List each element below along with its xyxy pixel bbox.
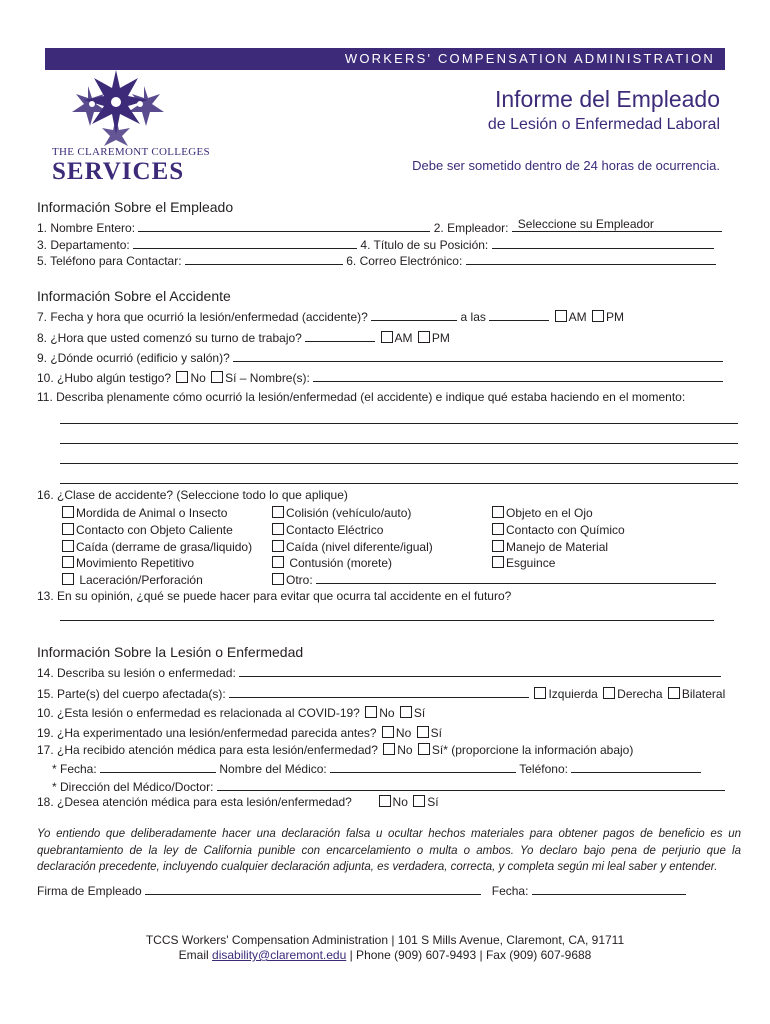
row-q19: 19. ¿Ha experimentado una lesión/enfermedad parecida antes? No Sí: [37, 726, 442, 740]
type-checkbox[interactable]: [272, 573, 284, 585]
type-checkbox[interactable]: [272, 506, 284, 518]
witness-yes-checkbox[interactable]: [211, 371, 223, 383]
type-option[interactable]: Mordida de Animal o Insecto: [60, 505, 252, 522]
header-banner: WORKERS' COMPENSATION ADMINISTRATION: [45, 48, 725, 70]
shift-pm-checkbox[interactable]: [418, 331, 430, 343]
shift-start-field[interactable]: [305, 330, 375, 342]
description-line-2[interactable]: [60, 443, 738, 444]
accident-time-field[interactable]: [489, 309, 549, 321]
row-q1-q2: 1. Nombre Entero: 2. Empleador: Seleccione su Empleador: [37, 220, 722, 235]
row-address: * Dirección del Médico/Doctor:: [52, 779, 725, 794]
signature-field[interactable]: [145, 883, 481, 895]
witness-names-field[interactable]: [313, 370, 723, 382]
type-checkbox[interactable]: [62, 573, 74, 585]
signature-row: Firma de Empleado Fecha:: [37, 883, 686, 898]
row-q14: 14. Describa su lesión o enfermedad:: [37, 665, 721, 680]
type-checkbox[interactable]: [62, 540, 74, 552]
care-date-field[interactable]: [100, 761, 216, 773]
email-field[interactable]: [466, 253, 716, 265]
position-title-field[interactable]: [492, 237, 714, 249]
care-no-checkbox[interactable]: [383, 743, 395, 755]
type-checkbox[interactable]: [492, 556, 504, 568]
type-checkbox[interactable]: [272, 556, 284, 568]
covid-no-checkbox[interactable]: [365, 706, 377, 718]
prior-no-checkbox[interactable]: [382, 726, 394, 738]
row-q8: 8. ¿Hora que usted comenzó su turno de trabajo? AM PM: [37, 331, 450, 345]
type-option[interactable]: Otro:: [270, 572, 716, 589]
claremont-logo-icon: [68, 68, 164, 146]
left-checkbox[interactable]: [534, 687, 546, 699]
logo-line2: SERVICES: [52, 158, 185, 185]
type-checkbox[interactable]: [62, 523, 74, 535]
injury-description-field[interactable]: [239, 665, 721, 677]
description-line-1[interactable]: [60, 423, 738, 424]
employer-select[interactable]: Seleccione su Empleador: [512, 220, 722, 232]
type-option[interactable]: Contacto Eléctrico: [270, 522, 716, 539]
accident-types-col3: [490, 505, 625, 572]
page-title: Informe del Empleado: [494, 86, 720, 112]
bilateral-checkbox[interactable]: [668, 687, 680, 699]
employee-section-heading: Información Sobre el Empleado: [37, 199, 234, 215]
doctor-phone-field[interactable]: [571, 761, 701, 773]
q11-label: 11. Describa plenamente cómo ocurrió la lesión/enfermedad (el accidente) e indique qué estaba haciendo en el momento:: [37, 390, 686, 404]
type-checkbox[interactable]: [272, 540, 284, 552]
phone-field[interactable]: [185, 253, 343, 265]
type-checkbox[interactable]: [492, 506, 504, 518]
footer-address: TCCS Workers' Compensation Administration | 101 S Mills Avenue, Claremont, CA, 91711: [145, 933, 625, 947]
want-care-yes-checkbox[interactable]: [413, 795, 425, 807]
other-type-field[interactable]: [316, 572, 716, 584]
q16-label: 16. ¿Clase de accidente? (Seleccione todo lo que aplique): [37, 488, 348, 502]
row-doctor: * Fecha: Nombre del Médico: Teléfono:: [52, 761, 701, 776]
right-checkbox[interactable]: [603, 687, 615, 699]
row-q15: 15. Parte(s) del cuerpo afectada(s): Izquierda Derecha Bilateral: [37, 687, 726, 701]
logo-line1: THE CLAREMONT COLLEGES: [52, 146, 210, 158]
type-option[interactable]: Caída (derrame de grasa/liquido): [60, 539, 252, 556]
page-subtitle: de Lesión o Enfermedad Laboral: [487, 116, 720, 133]
accident-date-field[interactable]: [371, 309, 457, 321]
type-option[interactable]: Manejo de Material: [490, 539, 625, 556]
footer-contact: Email disability@claremont.edu | Phone (909) 607-9493 | Fax (909) 607-9688: [178, 948, 592, 962]
covid-yes-checkbox[interactable]: [400, 706, 412, 718]
location-field[interactable]: [233, 350, 723, 362]
prevention-line[interactable]: [60, 620, 714, 621]
type-checkbox[interactable]: [492, 540, 504, 552]
accident-pm-checkbox[interactable]: [592, 310, 604, 322]
witness-no-checkbox[interactable]: [176, 371, 188, 383]
shift-am-checkbox[interactable]: [381, 331, 393, 343]
deadline-note: Debe ser sometido dentro de 24 horas de ocurrencia.: [412, 158, 720, 173]
row-q3-q4: 3. Departamento: 4. Título de su Posición:: [37, 237, 714, 252]
type-option[interactable]: Contacto con Objeto Caliente: [60, 522, 252, 539]
type-option[interactable]: Caída (nivel diferente/igual): [270, 539, 716, 556]
care-yes-checkbox[interactable]: [418, 743, 430, 755]
doctor-name-field[interactable]: [330, 761, 516, 773]
row-q5-q6: 5. Teléfono para Contactar: 6. Correo Electrónico:: [37, 253, 716, 268]
type-option[interactable]: Movimiento Repetitivo: [60, 555, 252, 572]
doctor-address-field[interactable]: [217, 779, 725, 791]
type-checkbox[interactable]: [492, 523, 504, 535]
accident-types-col1: [60, 505, 252, 589]
signature-date-field[interactable]: [532, 883, 686, 895]
type-option[interactable]: Colisión (vehículo/auto): [270, 505, 716, 522]
email-link[interactable]: disability@claremont.edu: [212, 948, 347, 962]
type-option[interactable]: Objeto en el Ojo: [490, 505, 625, 522]
perjury-declaration: Yo entiendo que deliberadamente hacer una declaración falsa u ocultar hechos materiales para obtener pagos de beneficio es un quebrantamiento de la ley de California punible con encarcelamiento o multa o ambos. Yo declaro bajo pena de perjurio que la declaración precedente, incluyendo cualquier declaración adjunta, es verdadera, correcta, y completa según mi leal saber y entender.: [37, 828, 741, 873]
prior-yes-checkbox[interactable]: [417, 726, 429, 738]
row-q10: 10. ¿Hubo algún testigo? No Sí – Nombre(s):: [37, 370, 723, 385]
type-option[interactable]: Contusión (morete): [270, 555, 716, 572]
type-option[interactable]: Laceración/Perforación: [60, 572, 252, 589]
accident-am-checkbox[interactable]: [555, 310, 567, 322]
row-q7: 7. Fecha y hora que ocurrió la lesión/enfermedad (accidente)? a las AM PM: [37, 310, 624, 324]
description-line-4[interactable]: [60, 483, 738, 484]
type-checkbox[interactable]: [62, 556, 74, 568]
type-option[interactable]: Esguince: [490, 555, 625, 572]
type-option[interactable]: Contacto con Químico: [490, 522, 625, 539]
row-q17: 17. ¿Ha recibido atención médica para esta lesión/enfermedad? No Sí* (proporcione la información abajo): [37, 743, 634, 757]
full-name-field[interactable]: [138, 220, 430, 232]
injury-section-heading: Información Sobre la Lesión o Enfermedad: [37, 644, 304, 660]
row-covid: 10. ¿Esta lesión o enfermedad es relacionada al COVID-19? No Sí: [37, 706, 426, 720]
q13-label: 13. En su opinión, ¿qué se puede hacer para evitar que ocurra tal accidente en el futuro?: [37, 589, 512, 603]
body-part-field[interactable]: [229, 686, 529, 698]
description-line-3[interactable]: [60, 463, 738, 464]
type-checkbox[interactable]: [62, 506, 74, 518]
row-q9: 9. ¿Dónde ocurrió (edificio y salón)?: [37, 350, 723, 365]
want-care-no-checkbox[interactable]: [379, 795, 391, 807]
accident-section-heading: Información Sobre el Accidente: [37, 288, 231, 304]
type-checkbox[interactable]: [272, 523, 284, 535]
row-q18: 18. ¿Desea atención médica para esta lesión/enfermedad? No Sí: [37, 795, 439, 809]
department-field[interactable]: [133, 237, 357, 249]
